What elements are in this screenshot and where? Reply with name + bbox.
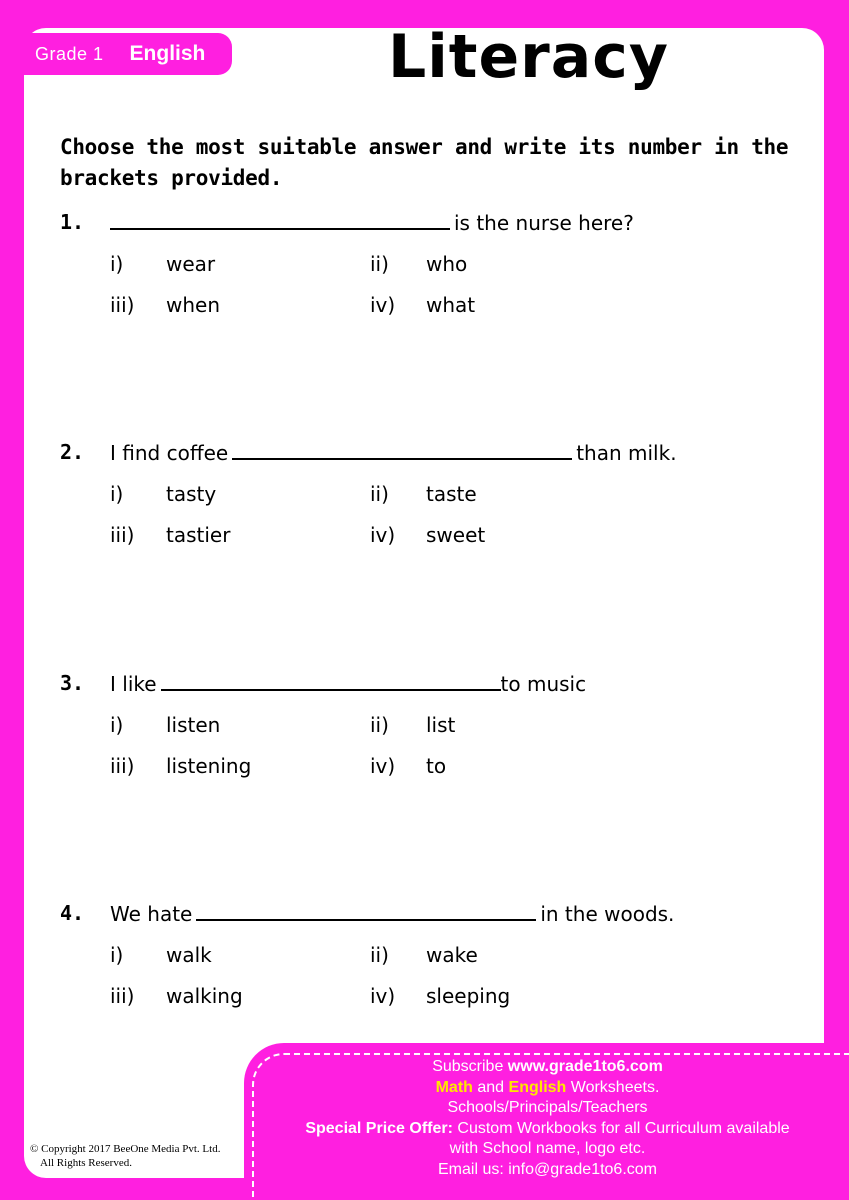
option-ii: ii) taste [370,482,477,506]
option-iv: iv) what [370,293,476,317]
copyright: © Copyright 2017 BeeOne Media Pvt. Ltd. All Rights Reserved. [30,1143,221,1169]
answer-blank[interactable] [196,901,536,921]
question-number: 3. [60,671,85,695]
option-iv: iv) to [370,754,447,778]
option-ii: ii) wake [370,943,478,967]
question-number: 4. [60,901,85,925]
option-iv: iv) sweet [370,523,486,547]
subject-label: English [129,42,206,65]
question-2 [60,440,800,550]
stem-after: than milk. [576,441,677,465]
subscribe-line: Subscribe www.grade1to6.com [432,1058,663,1075]
stem-before: I find coffee [110,441,229,465]
option-ii: ii) list [370,713,456,737]
question-stem [110,671,586,696]
stem-after: to music [500,672,587,696]
stem-after: is the nurse here? [454,211,634,235]
option-iii: iii) tastier [110,523,231,547]
page-title: Literacy [388,22,669,92]
option-iii: iii) listening [110,754,252,778]
option-i: i) walk [110,943,212,967]
grade-subject-tag [22,33,232,75]
offer-line-2: with School name, logo etc. [449,1140,646,1157]
question-stem [110,440,677,465]
question-3 [60,671,800,781]
option-ii: ii) who [370,252,468,276]
answer-blank[interactable] [232,440,572,460]
question-1 [60,210,800,320]
grade-label: Grade 1 [35,43,104,64]
promo-footer [244,1043,849,1200]
option-i: i) tasty [110,482,217,506]
answer-blank[interactable] [110,210,450,230]
question-stem [110,901,674,926]
worksheets-line: Math and English Worksheets. [435,1078,660,1096]
question-number: 2. [60,440,85,464]
option-i: i) wear [110,252,216,276]
email-line[interactable]: Email us: info@grade1to6.com [437,1160,657,1178]
site-link[interactable]: www.grade1to6.com [507,1058,663,1075]
stem-after: in the woods. [540,902,675,926]
stem-before: We hate [110,902,193,926]
offer-line: Special Price Offer: Custom Workbooks for all Curriculum available [305,1119,790,1137]
option-iii: iii) walking [110,984,243,1008]
audience-line: Schools/Principals/Teachers [447,1099,648,1116]
stem-before: I like [110,672,157,696]
instructions: Choose the most suitable answer and write its number in the brackets provided. [60,135,789,190]
option-iii: iii) when [110,293,221,317]
question-4 [60,901,800,1011]
option-i: i) listen [110,713,221,737]
option-iv: iv) sleeping [370,984,511,1008]
question-number: 1. [60,210,85,234]
question-stem [110,210,634,235]
answer-blank[interactable] [161,671,501,691]
